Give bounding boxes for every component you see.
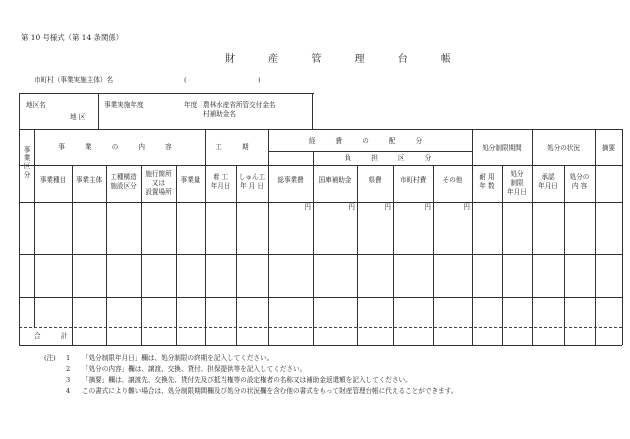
municipality-paren-close: ) [258, 76, 261, 84]
start-date-header: 着 工 年月日 [210, 173, 231, 190]
subsidy-name-line1: 農林水産省所管交付金名 [203, 101, 276, 109]
page-title: 財 産 管 理 台 帳 [225, 54, 466, 65]
prefecture-cost-header: 県費 [368, 176, 382, 184]
burden-category-header: 負 担 区 分 [344, 154, 441, 162]
note-number: 3 [66, 376, 71, 384]
total-row-label: 合 計 [34, 332, 77, 340]
region-label: 地区名 [26, 101, 46, 109]
note-text: 「摘要」欄は、譲渡先、交換先、貸付先及び抵当権等の設定権者の名称又は補助金返還額を記入してください。 [82, 376, 412, 384]
municipality-label: 市町村（事業実施主体）名 [34, 76, 114, 84]
yen-unit-other: 円 [463, 203, 470, 211]
other-header: その他 [442, 176, 463, 184]
note-number: 1 [66, 354, 71, 362]
municipality-paren-open: ( [184, 76, 187, 84]
disposal-limit-header: 処分制限期間 [482, 144, 522, 152]
location-header: 施行箇所 又は 設置場所 [145, 170, 172, 196]
note-number: 4 [66, 387, 71, 395]
year-label: 年度 [184, 101, 198, 109]
cost-allocation-header: 経 費 の 配 分 [308, 137, 432, 145]
disposal-status-header: 処分の状況 [547, 144, 580, 152]
project-content-header: 事 業 の 内 容 [58, 143, 181, 151]
note-text: この書式により難い場合は、処分制限期間欄及び処分の状況欄を含む他の書式をもって財産管理台帳に代えることができます。 [82, 387, 458, 395]
approval-date-header: 承認 年月日 [538, 173, 558, 190]
project-type-header: 事業種目 [39, 176, 67, 184]
form-number: 第 10 号様式（第 14 条関係） [21, 33, 124, 42]
note-text: 「処分の内容」欄は、譲渡、交換、貸付、担保提供等を記入してください。 [82, 365, 307, 373]
disposal-limit-date-header: 処分 制限 年月日 [507, 170, 527, 196]
total-cost-header: 総事業費 [277, 176, 304, 184]
note-number: 2 [66, 365, 71, 373]
remarks-header: 摘要 [601, 144, 616, 152]
structure-header: 工種構造 施設区分 [110, 173, 137, 190]
completion-date-header: しゅん工 年 月 日 [238, 173, 266, 190]
note-label: (注) [44, 354, 56, 362]
yen-unit-total: 円 [304, 203, 311, 211]
note-text: 「処分制限年月日」欄は、処分制限の終期を記入してください。 [82, 354, 274, 362]
quantity-header: 事業量 [180, 176, 201, 184]
period-header: 工 期 [215, 143, 258, 151]
yen-unit-municipal: 円 [424, 203, 431, 211]
useful-life-header: 耐 用 年 数 [479, 173, 495, 190]
yen-unit-national: 円 [348, 203, 355, 211]
project-year-label: 事業実施年度 [104, 101, 144, 109]
national-subsidy-header: 国庫補助金 [318, 176, 352, 184]
project-category-header: 事 業 区 分 [23, 146, 31, 179]
yen-unit-prefecture: 円 [384, 203, 391, 211]
disposal-content-header: 処分の 内 容 [569, 173, 590, 190]
subsidy-name-line2: 村補助金名 [203, 110, 236, 118]
project-entity-header: 事業主体 [75, 176, 103, 184]
municipal-cost-header: 市町村費 [399, 176, 427, 184]
district-label: 地 区 [70, 113, 86, 121]
